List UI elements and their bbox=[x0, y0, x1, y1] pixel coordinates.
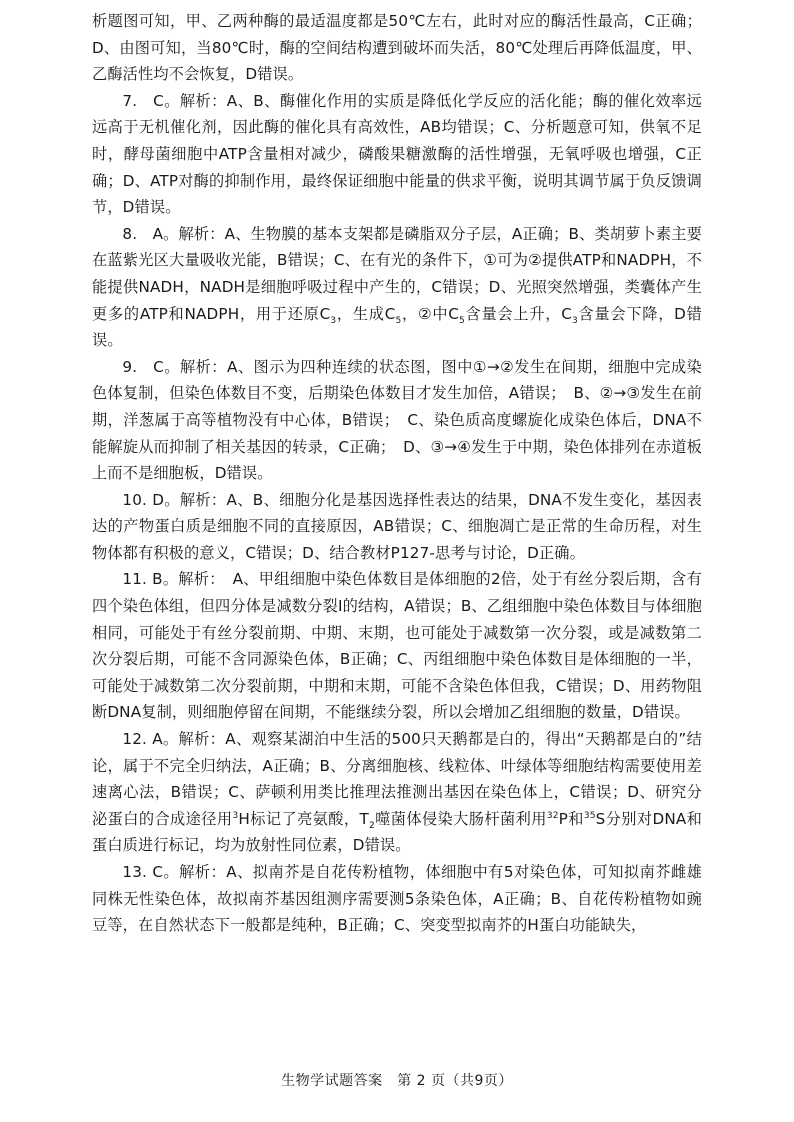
paragraph-q6-continued: 析题图可知，甲、乙两种酶的最适温度都是50℃左右，此时对应的酶活性最高，C正确；D、由图可知，当80℃时，酶的空间结构遭到破坏而失活，80℃处理后再降低温度，甲、乙酶活性均不会恢复，D错误。 bbox=[92, 12, 702, 84]
paragraph-q9: 9. C。解析：A、图示为四种连续的状态图，图中①→②发生在间期，细胞中完成染色体复制，但染色体数目不变，后期染色体数目才发生加倍，A错误； B、②→③发生在前期，洋葱属于高等植物没有中心体，B错误； C、染色质高度螺旋化成染色体后，DNA不能解旋从而抑制了相关基因的转录，C正确； D、③→④发生于中期，染色体排列在赤道板上而不是细胞板，D错误。 bbox=[92, 357, 702, 483]
paragraph-q13: 13. C。解析：A、拟南芥是自花传粉植物，体细胞中有5对染色体，可知拟南芥雌雄同株无性染色体，故拟南芥基因组测序需要测5条染色体，A正确；B、自花传粉植物如豌豆等，在自然状态下一般都是纯种，B正确；C、突变型拟南芥的H蛋白功能缺失， bbox=[92, 863, 702, 935]
page-footer: 生物学试题答案 第 2 页（共9页） bbox=[281, 1073, 513, 1089]
answer-document bbox=[92, 8, 702, 1068]
paragraph-q12: 12. A。解析：A、观察某湖泊中生活的500只天鹅都是白的，得出“天鹅都是白的”结论，属于不完全归纳法，A正确；B、分离细胞核、线粒体、叶绿体等细胞结构需要使用差速离心法，B错误；C、萨顿利用类比推理法推测出基因在染色体上，C错误；D、研究分泌蛋白的合成途径用$^3$H标记了亮氨酸，$T_2$噬菌体侵染大肠杆菌利用$^{32}$P和$^{35}$S分别对DNA和蛋白质进行标记，均为放射性同位素，D错误。 bbox=[92, 730, 702, 855]
paragraph-q8: 8. A。解析：A、生物膜的基本支架都是磷脂双分子层，A正确；B、类胡萝卜素主要在蓝紫光区大量吸收光能，B错误；C、在有光的条件下，①可为②提供ATP和NADPH，不能提供NADH，NADH是细胞呼吸过程中产生的，C错误；D、光照突然增强，类囊体产生更多的ATP和NADPH，用于还原$C_3$，生成$C_5$，②中$C_5$含量会上升，$C_3$含量会下降，D错误。 bbox=[92, 224, 702, 350]
paragraph-q7: 7. C。解析：A、B、酶催化作用的实质是降低化学反应的活化能；酶的催化效率远远高于无机催化剂，因此酶的催化具有高效性，AB均错误；C、分析题意可知，供氧不足时，酵母菌细胞中ATP含量相对减少，磷酸果糖激酶的活性增强，无氧呼吸也增强，C正确；D、ATP对酶的抑制作用，最终保证细胞中能量的供求平衡，说明其调节属于负反馈调节，D错误。 bbox=[92, 91, 702, 217]
paragraph-q10: 10. D。解析：A、B、细胞分化是基因选择性表达的结果，DNA不发生变化，基因表达的产物蛋白质是细胞不同的直接原因，AB错误；C、细胞凋亡是正常的生命历程，对生物体都有积极的意义，C错误；D、结合教材P127-思考与讨论，D正确。 bbox=[92, 490, 702, 562]
paragraph-q11: 11. B。解析： A、甲组细胞中染色体数目是体细胞的2倍，处于有丝分裂后期，含有四个染色体组，但四分体是减数分裂Ⅰ的结构，A错误；B、乙组细胞中染色体数目与体细胞相同，可能处于有丝分裂前期、中期、末期，也可能处于减数第一次分裂，或是减数第二次分裂后期，可能不含同源染色体，B正确；C、丙组细胞中染色体数目是体细胞的一半，可能处于减数第二次分裂前期，中期和末期，可能不含染色体但我，C错误；D、用药物阻断DNA复制，则细胞停留在间期，不能继续分裂，所以会增加乙组细胞的数量，D错误。 bbox=[92, 570, 702, 722]
